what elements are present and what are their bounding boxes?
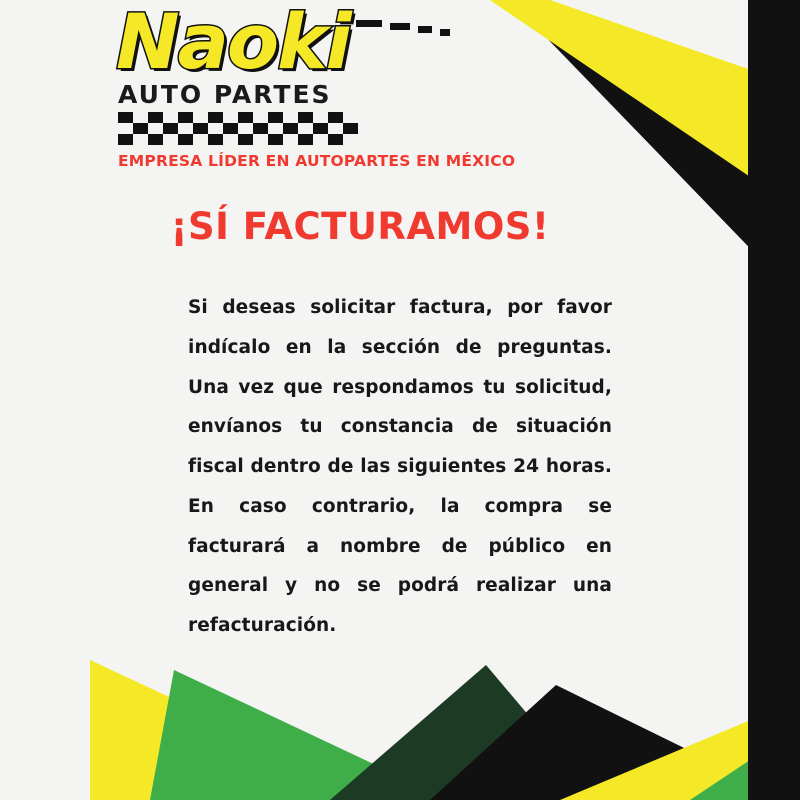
checkered-flag-icon xyxy=(118,112,363,146)
decor-bottom-right-edge-black xyxy=(748,680,800,800)
body-paragraph: Si deseas solicitar factura, por favor indícalo en la sección de preguntas. Una vez que respondamos tu solicitud, envíanos tu constancia de situación fiscal dentro de las siguientes 24 horas. En caso contrario, la compra se facturará a nombre de público en general y no se podrá realizar una refacturación. xyxy=(188,297,612,637)
brand-name: Naoki xyxy=(116,0,350,86)
checkered-flag-tail-icon xyxy=(356,20,466,32)
brand-logo xyxy=(116,0,406,146)
page-title: ¡SÍ FACTURAMOS! xyxy=(170,205,550,248)
brand-subtitle: AUTO PARTES xyxy=(118,80,332,110)
brand-tagline: EMPRESA LÍDER EN AUTOPARTES EN MÉXICO xyxy=(118,152,516,170)
